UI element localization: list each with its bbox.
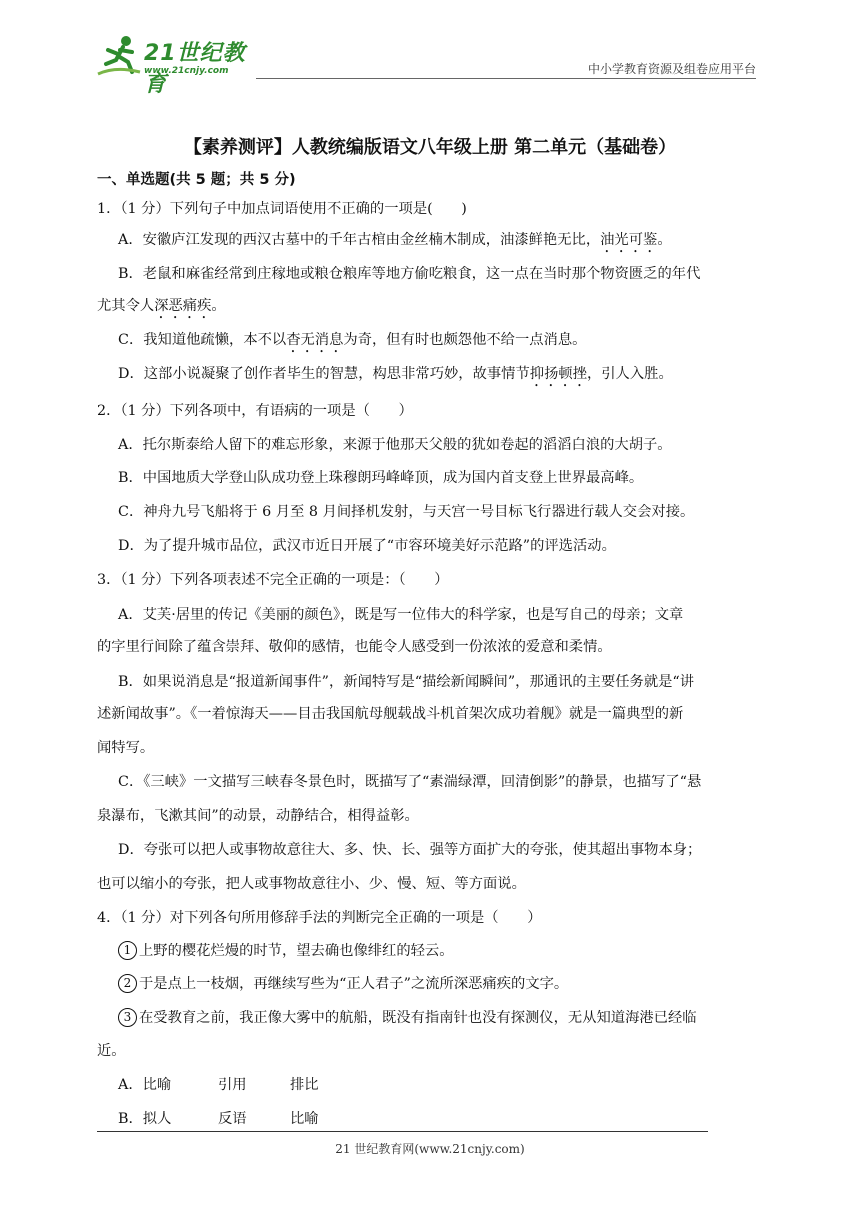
emphasis-word: 杳无消息 <box>286 332 344 348</box>
question-3-option-c-line1: C．《三峡》一文描写三峡春冬景色时，既描写了“素湍绿潭，回清倒影”的静景，也描写了“悬 <box>118 774 702 790</box>
question-2-option-c: C．神舟九号飞船将于 6 月至 8 月间择机发射，与天宫一号目标飞行器进行载人交会对接。 <box>118 504 695 520</box>
question-4-option-b: B．拟人 反语 比喻 <box>118 1111 319 1127</box>
question-2-option-b: B．中国地质大学登山队成功登上珠穆朗玛峰峰顶，成为国内首支登上世界最高峰。 <box>118 470 644 486</box>
question-1-option-d: D．这部小说凝聚了创作者毕生的智慧，构思非常巧妙，故事情节抑扬顿挫，引人入胜。 <box>118 366 673 382</box>
emphasis-word: 深恶痛疾 <box>154 298 212 314</box>
question-3-option-d-line2: 也可以缩小的夸张，把人或事物故意往小、少、慢、短、等方面说。 <box>97 876 526 892</box>
question-1-option-b-line2: 尤其令人深恶痛疾。 <box>97 298 226 314</box>
question-4-stem: 4．（1 分）对下列各句所用修辞手法的判断完全正确的一项是（ ） <box>97 910 542 926</box>
runner-logo-icon <box>96 34 142 78</box>
page-title: 【素养测评】人教统编版语文八年级上册 第二单元（基础卷） <box>183 137 677 158</box>
question-3-option-b-line3: 闻特写。 <box>97 740 155 756</box>
footer-divider <box>97 1131 708 1132</box>
circled-number: 3 <box>118 1008 137 1027</box>
question-3-stem: 3．（1 分）下列各项表述不完全正确的一项是：（ ） <box>97 572 449 588</box>
question-1-stem: 1．（1 分）下列句子中加点词语使用不正确的一项是( ) <box>97 201 467 217</box>
question-3-option-a-line1: A．艾芙·居里的传记《美丽的颜色》，既是写一位伟大的科学家，也是写自己的母亲；文章 <box>118 607 684 623</box>
page-footer: 21 世纪教育网(www.21cnjy.com) <box>335 1142 525 1156</box>
question-4-sentence-1: 1 上野的樱花烂熳的时节，望去确也像绯红的轻云。 <box>118 940 768 960</box>
question-1-option-a: A．安徽庐江发现的西汉古墓中的千年古棺由金丝楠木制成，油漆鲜艳无比，油光可鉴。 <box>118 232 672 248</box>
question-3-option-d-line1: D．夸张可以把人或事物故意往大、多、快、长、强等方面扩大的夸张，使其超出事物本身； <box>118 842 702 858</box>
logo-text: 21世纪教育 <box>144 41 246 97</box>
emphasis-word: 抑扬顿挫 <box>529 366 587 382</box>
question-3-option-a-line2: 的字里行间除了蕴含崇拜、敬仰的感情，也能令人感受到一份浓浓的爱意和柔情。 <box>97 639 612 655</box>
circled-number: 1 <box>118 941 137 960</box>
header-platform-text: 中小学教育资源及组卷应用平台 <box>587 62 756 76</box>
question-4-sentence-3-line1: 3 在受教育之前，我正像大雾中的航船，既没有指南针也没有探测仪，无从知道海港已经临 <box>118 1007 768 1027</box>
question-3-option-b-line2: 述新闻故事”。《一着惊海天——目击我国航母舰载战斗机首架次成功着舰》就是一篇典型的新 <box>97 706 684 722</box>
emphasis-word: 油光可鉴 <box>600 232 658 248</box>
question-4-sentence-2: 2 于是点上一枝烟，再继续写些为“正人君子”之流所深恶痛疾的文字。 <box>118 973 768 993</box>
question-3-option-c-line2: 泉瀑布，飞漱其间”的动景，动静结合，相得益彰。 <box>97 808 419 824</box>
question-1-option-c: C．我知道他疏懒，本不以杳无消息为奇，但有时也颇怨他不给一点消息。 <box>118 332 587 348</box>
question-4-sentence-3-line2: 近。 <box>97 1043 126 1059</box>
page-header <box>96 30 756 97</box>
question-2-option-a: A．托尔斯泰给人留下的难忘形象，来源于他那天父般的犹如卷起的滔滔白浪的大胡子。 <box>118 437 672 453</box>
circled-number: 2 <box>118 974 137 993</box>
question-4-option-a: A．比喻 引用 排比 <box>118 1077 319 1093</box>
question-1-option-b-line1: B．老鼠和麻雀经常到庄稼地或粮仓粮库等地方偷吃粮食，这一点在当时那个物资匮乏的年代 <box>118 266 701 282</box>
question-2-stem: 2．（1 分）下列各项中，有语病的一项是（ ） <box>97 403 413 419</box>
section-heading: 一、单选题(共 5 题；共 5 分) <box>97 172 296 188</box>
site-logo <box>96 34 266 97</box>
logo-url: www.21cnjy.com <box>144 66 229 76</box>
header-divider <box>256 78 756 79</box>
question-2-option-d: D．为了提升城市品位，武汉市近日开展了“市容环境美好示范路”的评选活动。 <box>118 538 616 554</box>
question-3-option-b-line1: B．如果说消息是“报道新闻事件”，新闻特写是“描绘新闻瞬间”，那通讯的主要任务就是“讲 <box>118 674 695 690</box>
